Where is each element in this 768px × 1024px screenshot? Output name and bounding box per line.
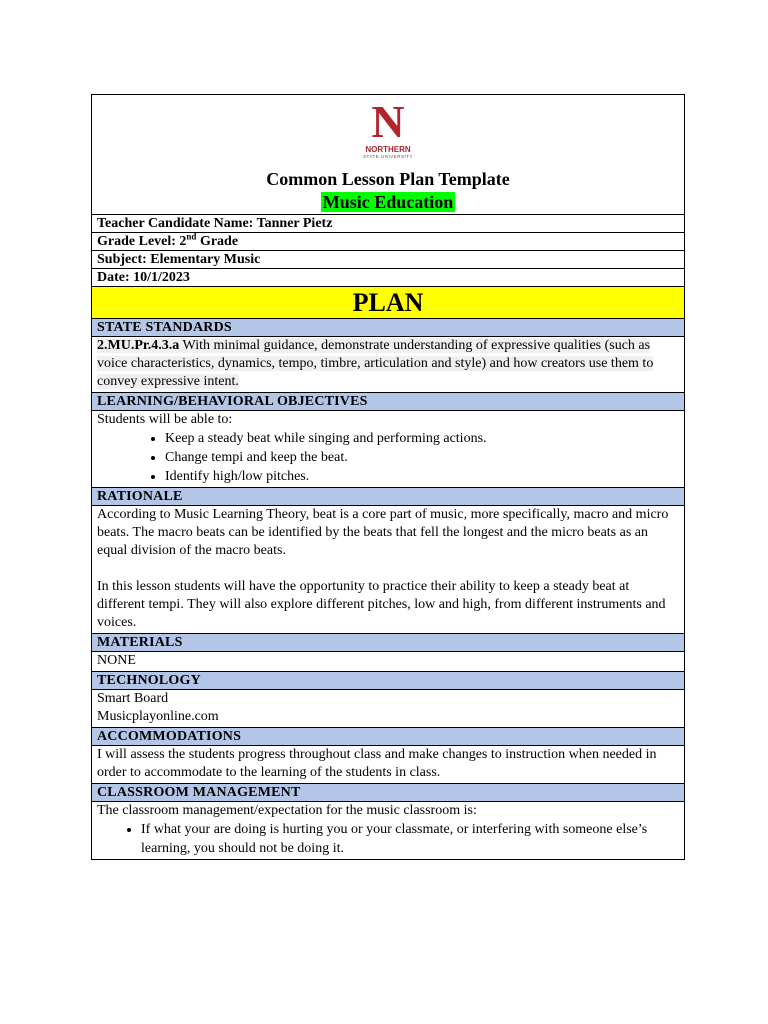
grade-superscript: nd bbox=[186, 231, 197, 242]
classroom-management-heading: CLASSROOM MANAGEMENT bbox=[92, 784, 684, 802]
objectives-list bbox=[97, 429, 679, 486]
list-item: • Identify high/low pitches. bbox=[165, 467, 679, 486]
list-item: Musicplayonline.com bbox=[97, 709, 219, 724]
logo-subtitle: STATE UNIVERSITY bbox=[362, 154, 414, 159]
technology-heading: TECHNOLOGY bbox=[92, 672, 684, 690]
rationale-heading: RATIONALE bbox=[92, 488, 684, 506]
standard-code: 2.MU.Pr.4.3.a bbox=[97, 338, 180, 353]
objectives-heading: LEARNING/BEHAVIORAL OBJECTIVES bbox=[92, 393, 684, 411]
logo-name: NORTHERN bbox=[365, 145, 411, 154]
materials-body: NONE bbox=[92, 652, 684, 672]
accommodations-body: I will assess the students progress throughout class and make changes to instruction when needed in order to accommodate to the learning of the students in class. bbox=[92, 746, 684, 784]
document-subtitle: Music Education bbox=[322, 192, 454, 212]
grade-level-row bbox=[92, 233, 684, 251]
rationale-paragraph-1: According to Music Learning Theory, beat is a core part of music, more specifically, macro and micro beats. The macro beats can be identified by the beats that fell the longest and the micro beats as an equal division of the macro beats. bbox=[97, 507, 669, 558]
logo-letter: N bbox=[371, 96, 405, 147]
state-standards-heading: STATE STANDARDS bbox=[92, 319, 684, 337]
objectives-body bbox=[92, 411, 684, 488]
plan-heading: PLAN bbox=[92, 287, 684, 319]
standard-text: With minimal guidance, demonstrate understanding of expressive qualities (such as voice characteristics, dynamics, tempo, timbre, articulation and style) and how creators use them to convey expressive intent. bbox=[97, 338, 654, 389]
grade-suffix: Grade bbox=[196, 234, 239, 249]
list-item: • Change tempi and keep the beat. bbox=[165, 448, 679, 467]
rationale-paragraph-2: In this lesson students will have the opportunity to practice their ability to keep a steady beat at different tempi. They will also explore different pitches, low and high, from different instruments and voices. bbox=[97, 579, 666, 630]
accommodations-heading: ACCOMMODATIONS bbox=[92, 728, 684, 746]
list-item: Smart Board bbox=[97, 691, 169, 706]
grade-prefix: Grade Level: 2 bbox=[97, 234, 187, 249]
objectives-intro: Students will be able to: bbox=[97, 412, 233, 427]
university-logo bbox=[350, 96, 426, 159]
technology-body bbox=[92, 690, 684, 728]
materials-heading: MATERIALS bbox=[92, 634, 684, 652]
subject-row: Subject: Elementary Music bbox=[92, 251, 684, 269]
teacher-name-row: Teacher Candidate Name: Tanner Pietz bbox=[92, 215, 684, 233]
document-title: Common Lesson Plan Template bbox=[266, 169, 510, 189]
list-item: • If what your are doing is hurting you or your classmate, or interfering with someone else’s learning, you should not be doing it. bbox=[141, 820, 679, 858]
list-item: • Keep a steady beat while singing and performing actions. bbox=[165, 429, 679, 448]
state-standards-body bbox=[92, 337, 684, 393]
document-header bbox=[92, 95, 684, 215]
date-row: Date: 10/1/2023 bbox=[92, 269, 684, 287]
lesson-plan-table bbox=[91, 94, 685, 860]
rationale-body bbox=[92, 506, 684, 634]
management-list bbox=[97, 820, 679, 858]
classroom-management-body bbox=[92, 802, 684, 859]
management-intro: The classroom management/expectation for the music classroom is: bbox=[97, 803, 477, 818]
